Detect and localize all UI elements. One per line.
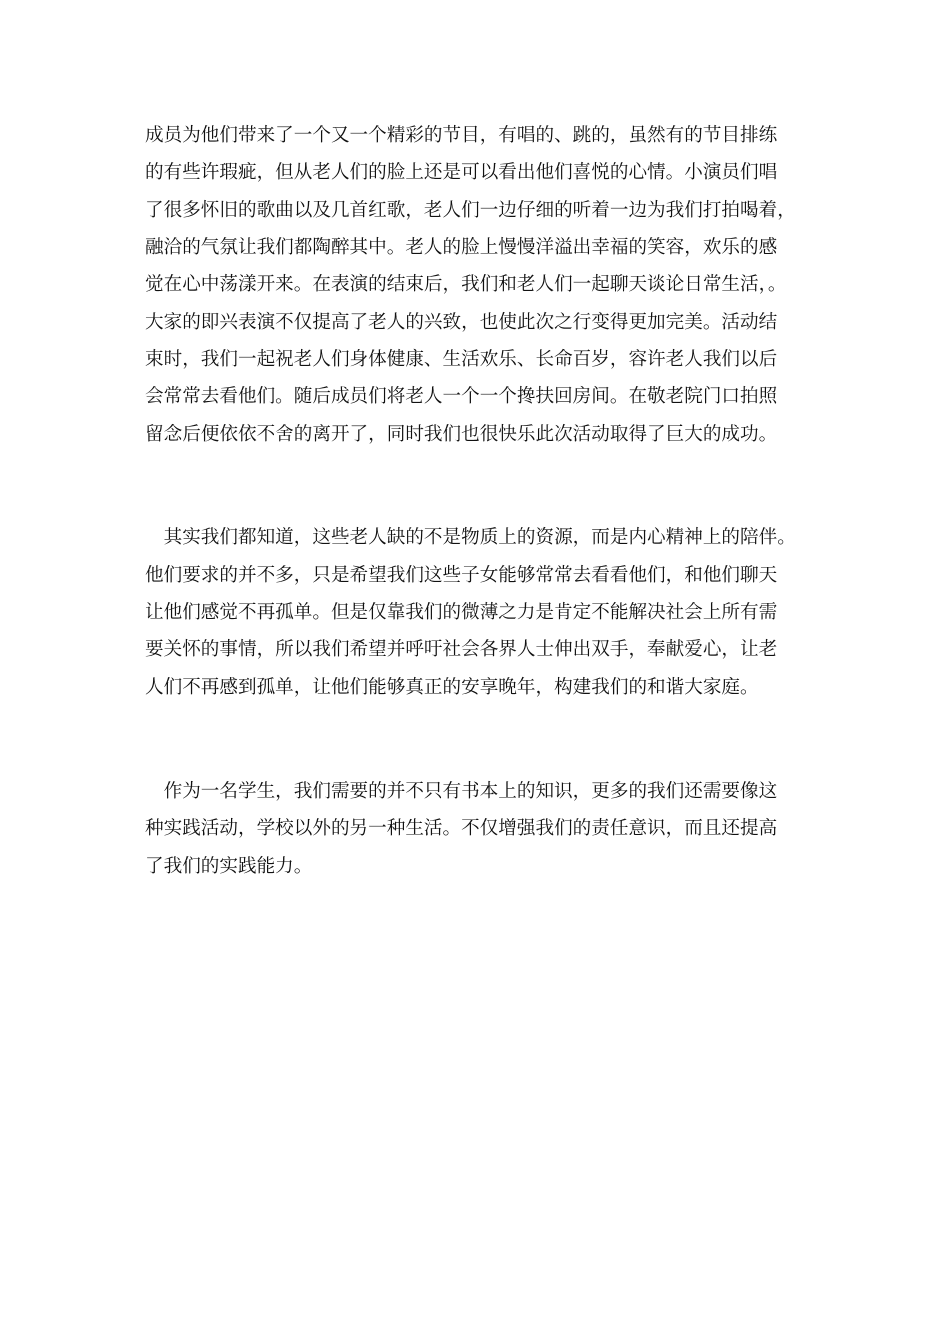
text-line: 他们要求的并不多，只是希望我们这些子女能够常常去看看他们，和他们聊天 bbox=[145, 565, 778, 586]
text-line: 了很多怀旧的歌曲以及几首红歌，老人们一边仔细的听着一边为我们打拍喝着， bbox=[145, 200, 796, 221]
text-line: 了我们的实践能力。 bbox=[145, 856, 313, 877]
text-line: 融洽的气氛让我们都陶醉其中。老人的脸上慢慢洋溢出幸福的笑容，欢乐的感 bbox=[145, 237, 778, 258]
text-line: 觉在心中荡漾开来。在表演的结束后，我们和老人们一起聊天谈论日常生活，。 bbox=[145, 274, 787, 295]
text-line: 人们不再感到孤单，让他们能够真正的安享晚年，构建我们的和谐大家庭。 bbox=[145, 677, 759, 698]
text-line: 要关怀的事情，所以我们希望并呼吁社会各界人士伸出双手，奉献爱心，让老 bbox=[145, 639, 778, 660]
text-line: 种实践活动，学校以外的另一种生活。不仅增强我们的责任意识，而且还提高 bbox=[145, 818, 778, 839]
text-line: 留念后便依依不舍的离开了，同时我们也很快乐此次活动取得了巨大的成功。 bbox=[145, 424, 778, 445]
text-line: 大家的即兴表演不仅提高了老人的兴致，也使此次之行变得更加完美。活动结 bbox=[145, 312, 778, 333]
text-line: 其实我们都知道，这些老人缺的不是物质上的资源，而是内心精神上的陪伴。 bbox=[145, 527, 796, 548]
text-line: 会常常去看他们。随后成员们将老人一个一个搀扶回房间。在敬老院门口拍照 bbox=[145, 386, 778, 407]
text-line: 束时，我们一起祝老人们身体健康、生活欢乐、长命百岁，容许老人我们以后 bbox=[145, 349, 778, 370]
text-line: 成员为他们带来了一个又一个精彩的节目，有唱的、跳的，虽然有的节目排练 bbox=[145, 125, 778, 146]
text-line: 让他们感觉不再孤单。但是仅靠我们的微薄之力是肯定不能解决社会上所有需 bbox=[145, 602, 778, 623]
text-line: 作为一名学生，我们需要的并不只有书本上的知识，更多的我们还需要像这 bbox=[145, 781, 778, 802]
text-line: 的有些许瑕疵，但从老人们的脸上还是可以看出他们喜悦的心情。小演员们唱 bbox=[145, 162, 778, 183]
